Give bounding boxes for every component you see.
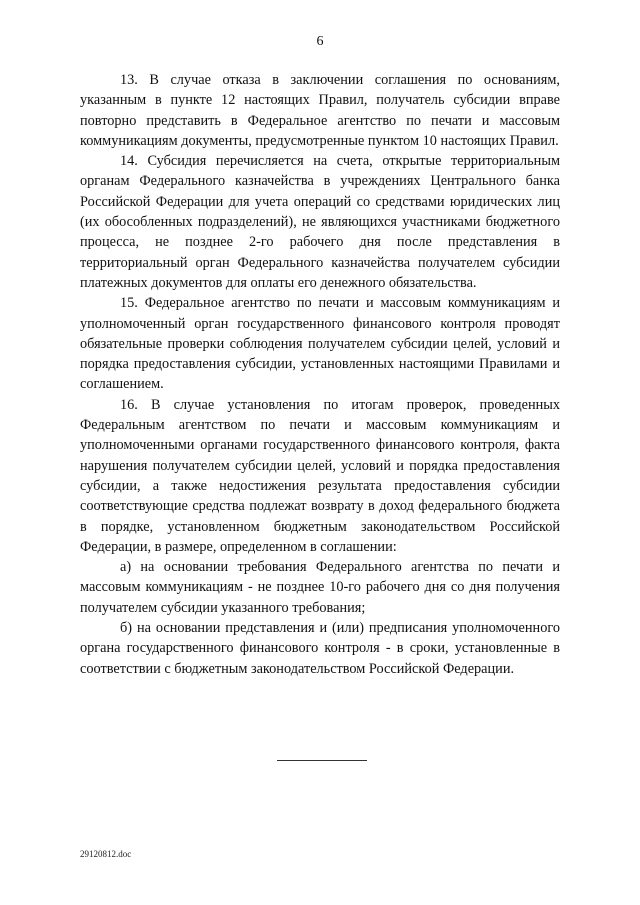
paragraph-16-b: б) на основании представления и (или) предписания уполномоченного органа государственного финансового контроля - в сроки, установленные в соответствии с бюджетным законодательством Российской Федерации. <box>80 620 560 677</box>
paragraph-13: 13. В случае отказа в заключении соглашения по основаниям, указанным в пункте 12 настоящих Правил, получатель субсидии вправе повторно представить в Федеральное агентство по печати и массовым коммуникациям документы, предусмотренные пунктом 10 настоящих Правил. <box>80 72 560 149</box>
footer-filename: 29120812.doc <box>80 849 132 859</box>
paragraph-14: 14. Субсидия перечисляется на счета, открытые территориальным органам Федерального казначейства в учреждениях Центрального банка Российской Федерации для учета операций со средствами юридических лиц (их обособленных подразделений), не являющихся участниками бюджетного процесса, не позднее 2-го рабочего дня после представления в территориальный орган Федерального казначейства получателем субсидии платежных документов для оплаты его денежного обязательства. <box>80 153 560 291</box>
paragraph-15: 15. Федеральное агентство по печати и массовым коммуникациям и уполномоченный орган государственного финансового контроля проводят обязательные проверки соблюдения получателем субсидии целей, условий и порядка предоставления субсидии, установленных настоящими Правилами и соглашением. <box>80 295 560 393</box>
page-number: 6 <box>316 34 324 49</box>
document-body <box>80 70 560 679</box>
end-divider <box>277 760 367 761</box>
paragraph-16-a: а) на основании требования Федерального агентства по печати и массовым коммуникациям - не позднее 10-го рабочего дня со дня получения получателем субсидии указанного требования; <box>80 559 560 616</box>
paragraph-16: 16. В случае установления по итогам проверок, проведенных Федеральным агентством по печати и массовым коммуникациям и уполномоченными органами государственного финансового контроля, факта нарушения получателем субсидии целей, условий и порядка предоставления субсидии, а также недостижения результата предоставления субсидии соответствующие средства подлежат возврату в доход федерального бюджета в порядке, установленном бюджетным законодательством Российской Федерации, в размере, определенном в соглашении: <box>80 396 560 555</box>
